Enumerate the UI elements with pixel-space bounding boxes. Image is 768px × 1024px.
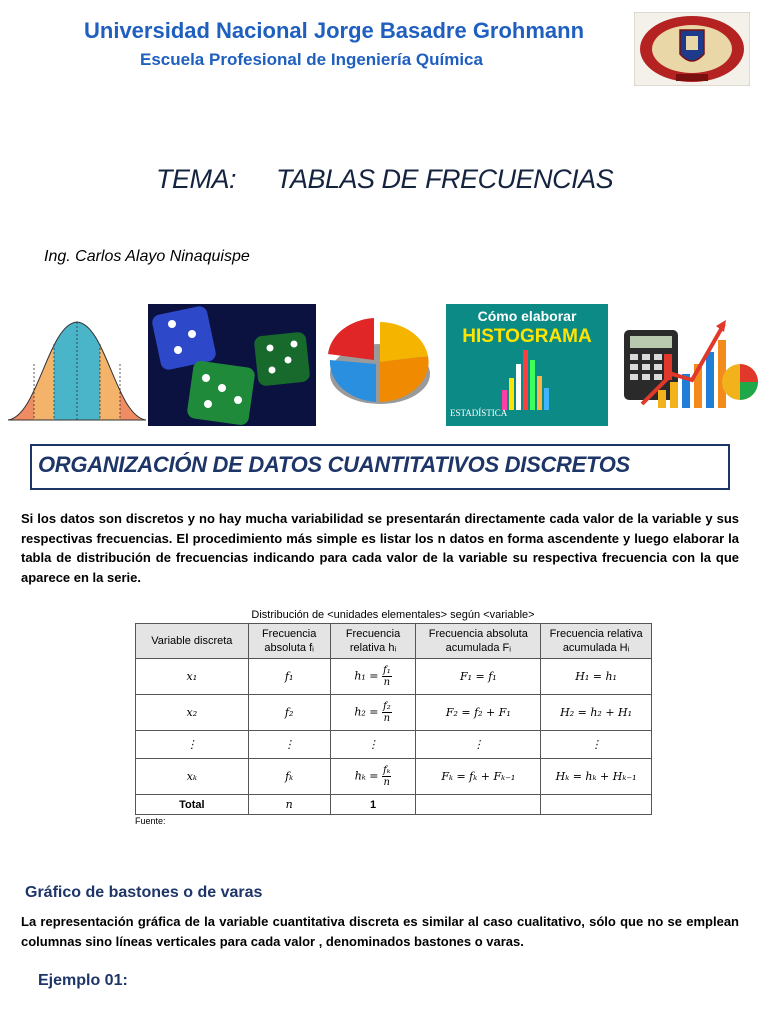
total-label: Total — [136, 795, 249, 815]
cell-H: ⋮ — [541, 731, 652, 759]
fraction-num: f₂ — [383, 701, 391, 712]
cell-H: Hₖ = hₖ + Hₖ₋₁ — [541, 759, 652, 795]
frequency-table — [135, 623, 652, 815]
bar-graph-paragraph: La representación gráfica de la variable cuantitativa discreta es similar al caso cualitativo, sólo que no se emplean columnas sino líneas verticales para cada valor , denominados bastones o varas. — [21, 914, 739, 949]
cell-F: ⋮ — [416, 731, 541, 759]
header-abs-freq: Frecuencia absoluta fᵢ — [248, 624, 330, 659]
fraction-den: n — [383, 677, 391, 688]
cell-h — [330, 695, 416, 731]
pie-chart-image — [318, 304, 442, 426]
histogram-banner-image — [446, 304, 608, 426]
cell-x: xₖ — [136, 759, 249, 795]
intro-paragraph: Si los datos son discretos y no hay mucha variabilidad se presentarán directamente cada valor de la variable y sus respectivas frecuencias. El procedimiento más simple es listar los n datos en forma ascendente y luego elaborar la tabla de distribución de frecuencias indicando para cada valor de la variable su respectiva frecuencia con la que aparece en la serie. — [21, 511, 739, 585]
topic-title: TABLAS DE FRECUENCIAS — [276, 164, 614, 194]
fraction-den: n — [383, 713, 391, 724]
table-row — [136, 759, 652, 795]
cell-H: H₁ = h₁ — [541, 659, 652, 695]
header-variable: Variable discreta — [136, 624, 249, 659]
fraction-num: f₁ — [383, 665, 391, 676]
table-source: Fuente: — [135, 816, 166, 826]
banner-footer: ESTADÍSTICA — [450, 408, 508, 418]
total-f: n — [248, 795, 330, 815]
example-heading: Ejemplo 01: — [38, 972, 128, 989]
calculator-charts-image — [612, 304, 760, 426]
table-row — [136, 695, 652, 731]
cell-x: x₂ — [136, 695, 249, 731]
cell-x: ⋮ — [136, 731, 249, 759]
university-name: Universidad Nacional Jorge Basadre Grohmann — [84, 18, 585, 43]
cell-F: Fₖ = fₖ + Fₖ₋₁ — [416, 759, 541, 795]
banner-line1: Cómo elaborar — [477, 308, 577, 324]
banner-line2: HISTOGRAMA — [462, 326, 592, 347]
school-name: Escuela Profesional de Ingeniería Química — [140, 50, 483, 69]
table-row — [136, 659, 652, 695]
cell-h — [330, 659, 416, 695]
cell-H: H₂ = h₂ + H₁ — [541, 695, 652, 731]
h-lhs: h₁ = — [354, 669, 379, 683]
cell-F: F₁ = f₁ — [416, 659, 541, 695]
cell-f: fₖ — [248, 759, 330, 795]
topic-heading — [156, 164, 613, 195]
cell-f: f₂ — [248, 695, 330, 731]
h-lhs: hₖ = — [354, 769, 379, 783]
header-rel-freq: Frecuencia relativa hᵢ — [330, 624, 416, 659]
cell-F: F₂ = f₂ + F₁ — [416, 695, 541, 731]
table-caption: Distribución de <unidades elementales> según <variable> — [251, 609, 535, 621]
total-F — [416, 795, 541, 815]
topic-label: TEMA: — [156, 164, 237, 194]
fraction — [382, 701, 392, 724]
table-total-row — [136, 795, 652, 815]
total-H — [541, 795, 652, 815]
cell-x: x₁ — [136, 659, 249, 695]
dice-image — [148, 304, 316, 426]
fraction — [382, 665, 392, 688]
fraction-num: fₖ — [383, 765, 391, 776]
section-title: ORGANIZACIÓN DE DATOS CUANTITATIVOS DISCRETOS — [38, 452, 630, 477]
cell-f: f₁ — [248, 659, 330, 695]
table-row-ellipsis — [136, 731, 652, 759]
normal-distribution-image — [8, 304, 146, 426]
fraction-den: n — [383, 777, 390, 788]
cell-f: ⋮ — [248, 731, 330, 759]
h-lhs: h₂ = — [354, 705, 379, 719]
cell-h — [330, 759, 416, 795]
header-rel-cum: Frecuencia relativa acumulada Hᵢ — [541, 624, 652, 659]
header-abs-cum: Frecuencia absoluta acumulada Fᵢ — [416, 624, 541, 659]
university-crest-logo — [634, 12, 750, 86]
total-h: 1 — [330, 795, 416, 815]
cell-h: ⋮ — [330, 731, 416, 759]
bar-graph-heading: Gráfico de bastones o de varas — [25, 884, 263, 901]
fraction — [382, 765, 391, 788]
table-header-row — [136, 624, 652, 659]
author-name: Ing. Carlos Alayo Ninaquispe — [44, 248, 250, 265]
